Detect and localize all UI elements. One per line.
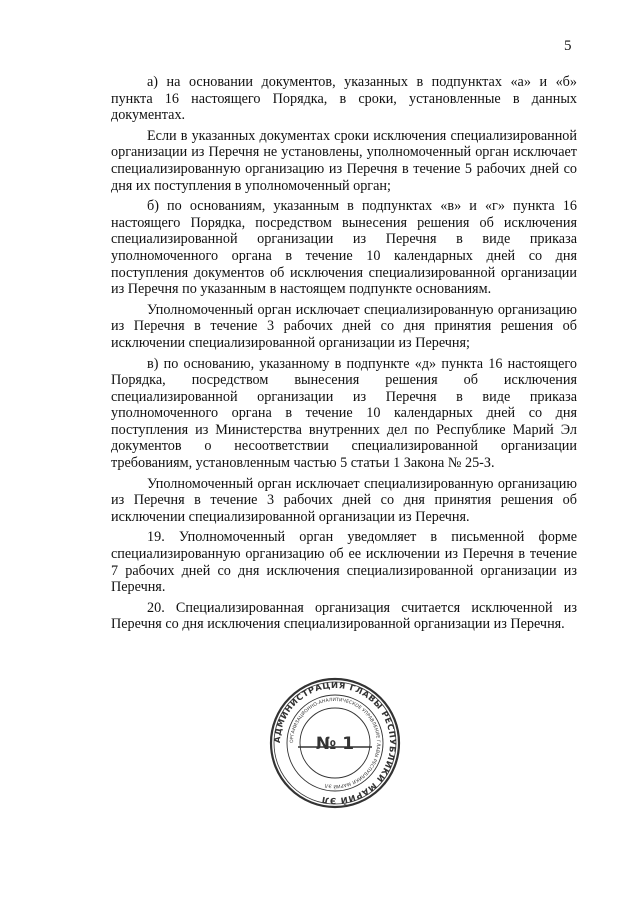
official-seal	[268, 676, 402, 810]
page-number: 5	[564, 38, 572, 54]
paragraph-a: а) на основании документов, указанных в подпунктах «а» и «б» пункта 16 настоящего Порядка, в сроки, установленные в данных документах.	[111, 74, 577, 124]
paragraph-a-note: Если в указанных документах сроки исключения специализированной организации из Перечня не установлены, уполномоченный орган исключает специализированную организацию из Перечня в течение 5 рабочих дней со дня их поступления в уполномоченный орган;	[111, 127, 577, 194]
seal-inner-text: ОРГАНИЗАЦИОННО-АНАЛИТИЧЕСКОЕ УПРАВЛЕНИЕ ГЛАВЫ РЕСПУБЛИКИ МАРИЙ ЭЛ	[289, 697, 381, 789]
paragraph-v-note: Уполномоченный орган исключает специализированную организацию из Перечня в течение 3 рабочих дней со дня принятия решения об исключении специализированной организации из Перечня.	[111, 475, 577, 525]
document-body	[111, 74, 577, 637]
paragraph-b: б) по основаниям, указанным в подпунктах «в» и «г» пункта 16 настоящего Порядка, посредством вынесения решения об исключения специализированной организации из Перечня в виде приказа уполномоченного органа в течение 10 календарных дней со дня поступления документов об исключения специализированной организации из Перечня по указанным в настоящем подпункте основаниям.	[111, 198, 577, 298]
paragraph-20: 20. Специализированная организация считается исключенной из Перечня со дня исключения специализированной организации из Перечня.	[111, 599, 577, 633]
paragraph-b-note: Уполномоченный орган исключает специализированную организацию из Перечня в течение 3 рабочих дней со дня принятия решения об исключении специализированной организации из Перечня;	[111, 301, 577, 351]
seal-number: № 1	[315, 734, 355, 754]
seal-outer-text: АДМИНИСТРАЦИЯ ГЛАВЫ РЕСПУБЛИКИ МАРИЙ ЭЛ	[271, 679, 399, 807]
paragraph-v: в) по основанию, указанному в подпункте «д» пункта 16 настоящего Порядка, посредством вынесения решения об исключения специализированной организации из Перечня в виде приказа уполномоченного органа в течение 10 календарных дней со дня поступления из Министерства внутренних дел по Республике Марий Эл документов о несоответствии специализированной организации требованиям, установленным частью 5 статьи 1 Закона № 25-З.	[111, 355, 577, 472]
paragraph-19: 19. Уполномоченный орган уведомляет в письменной форме специализированную организацию об ее исключении из Перечня в течение 7 рабочих дней со дня исключения специализированной организации из Перечня.	[111, 529, 577, 596]
